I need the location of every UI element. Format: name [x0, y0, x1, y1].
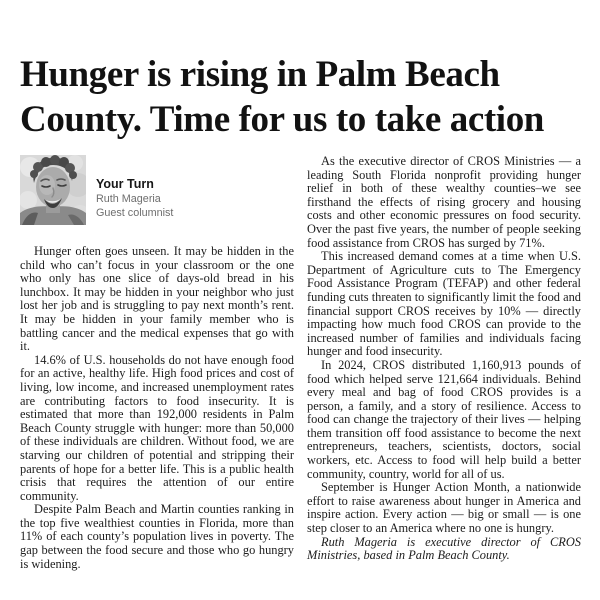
article-headline: Hunger is rising in Palm Beach County. Time for us to take action [20, 54, 544, 140]
byline-role: Guest columnist [96, 206, 174, 219]
paragraph-left-3: Despite Palm Beach and Martin counties ranking in the top five wealthiest counties in Florida, more than 11% of each county’s population lives in poverty. The gap between the food secure and those who go hungry is widening. [20, 502, 294, 571]
paragraph-left-2: 14.6% of U.S. households do not have enough food for an active, healthy life. High food prices and cost of living, low income, and increased unemployment rates are contributing factors to food insecurity. It is estimated that more than 192,000 residents in Palm Beach County struggle with hunger: more than 50,000 of these individuals are children. Without food, we are starving our children of potential and stripping their parents of hope for a better life. This is a public health crisis that requires the attention of our entire community. [20, 352, 294, 503]
article-columns [20, 155, 580, 571]
byline-block [20, 155, 294, 225]
byline-author: Ruth Mageria [96, 192, 161, 205]
byline-kicker: Your Turn [96, 176, 154, 191]
left-column [20, 155, 294, 571]
paragraph-right-1: As the executive director of CROS Ministries — a leading South Florida nonprofit providing hunger relief in both of these wealthy counties–we see firsthand the effects of rising grocery and housing costs and other economic pressures on food security. Over the past five years, the number of people seeking food assistance from CROS has surged by 71%. [307, 154, 581, 250]
author-headshot-icon [20, 155, 86, 225]
paragraph-right-4: September is Hunger Action Month, a nationwide effort to raise awareness about hunger in America and inspire action. Every action — big or small — is one step closer to an America where no one is hungry. [307, 480, 581, 536]
paragraph-right-2: This increased demand comes at a time when U.S. Department of Agriculture cuts to The Emergency Food Assistance Program (TEFAP) and other federal funding cuts threaten to significantly limit the food and financial support CROS receives by 10% — directly impacting how much food CROS can provide to the increased number of families and individuals facing hunger and food insecurity. [307, 249, 581, 359]
author-photo [20, 155, 86, 225]
author-signature: Ruth Mageria is executive director of CROS Ministries, based in Palm Beach County. [307, 534, 581, 563]
right-column [307, 155, 581, 563]
paragraph-left-1: Hunger often goes unseen. It may be hidden in the child who can’t focus in your classroom or the one who only has one slice of days-old bread in his lunchbox. It may be hidden in your neighbor who just lost her job and is struggling to pay next month’s rent. It may be hidden in your family member who is battling cancer and the medical expenses that go with it. [20, 244, 294, 354]
paragraph-right-3: In 2024, CROS distributed 1,160,913 pounds of food which helped serve 121,664 individuals. Behind every meal and bag of food CROS provides is a person, a family, and a story of resilience. Access to food can change the trajectory of their lives — helping them transition off food assistance to become the next entrepreneurs, teachers, scientists, doctors, social workers, etc. Access to food will help build a better community, country, world for all of us. [307, 357, 581, 481]
byline-text [96, 177, 173, 220]
